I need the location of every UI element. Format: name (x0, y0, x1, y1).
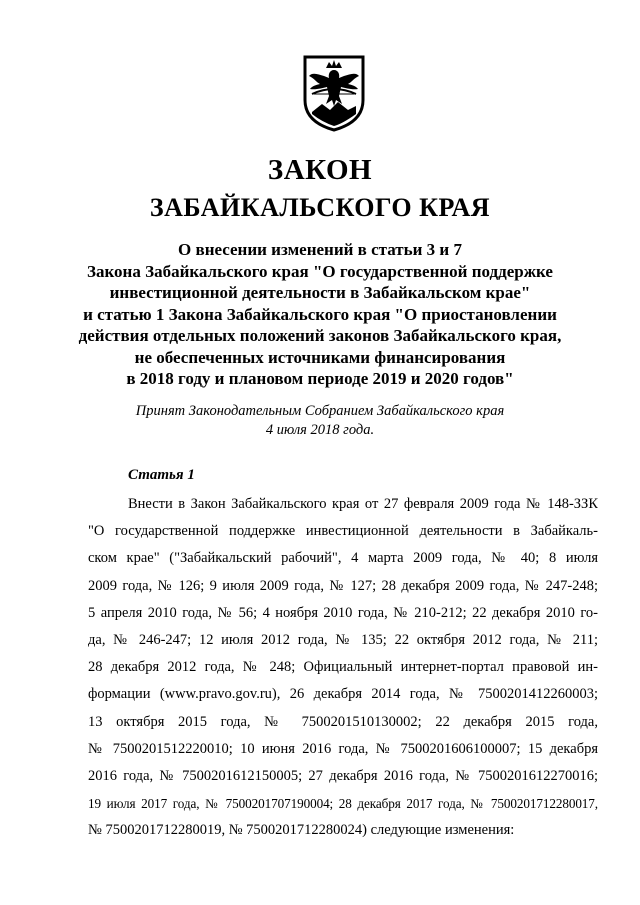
body-line: "О государственной поддержке инвестиционной деятельности в Забайкаль- (88, 523, 598, 540)
body-line: № 7500201712280019, № 7500201712280024) следующие изменения: (88, 822, 515, 839)
region-title: ЗАБАЙКАЛЬСКОГО КРАЯ (149, 193, 491, 222)
body-line: 2009 года, № 126; 9 июля 2009 года, № 127; 28 декабря 2009 года, № 247-248; (88, 577, 598, 594)
subject-line: действия отдельных положений законов Забайкальского края, (78, 326, 562, 345)
body-line: 19 июля 2017 года, № 7500201707190004; 28 декабря 2017 года, № 7500201712280017, (88, 796, 598, 812)
subject-line: Закона Забайкальского края "О государственной поддержке (87, 261, 553, 281)
law-subject (60, 239, 580, 390)
subject-line: не обеспеченных источниками финансирования (134, 347, 506, 367)
adoption-date: 4 июля 2018 года. (265, 422, 375, 438)
article-body (88, 491, 598, 844)
body-line: 5 апреля 2010 года, № 56; 4 ноября 2010 года, № 210-212; 22 декабря 2010 го- (88, 604, 598, 621)
body-line: № 7500201512220010; 10 июня 2016 года, № 7500201606100007; 15 декабря (88, 740, 598, 757)
subject-line: инвестиционной деятельности в Забайкальском крае" (109, 283, 531, 302)
subject-line: О внесении изменений в статьи 3 и 7 (178, 240, 462, 259)
subject-line: и статью 1 Закона Забайкальского края "О приостановлении (83, 304, 557, 324)
body-line: ском крае" ("Забайкальский рабочий", 4 марта 2009 года, № 40; 8 июля (88, 550, 598, 567)
coat-of-arms-icon (302, 54, 366, 132)
body-line: да, № 246-247; 12 июля 2012 года, № 135; 22 октября 2012 года, № 211; (88, 631, 598, 648)
law-title: ЗАКОН (267, 154, 373, 186)
body-line: формации (www.pravo.gov.ru), 26 декабря 2014 года, № 7500201412260003; (88, 686, 598, 703)
article-heading: Статья 1 (128, 467, 195, 483)
adoption-body: Принят Законодательным Собранием Забайкальского края (135, 403, 505, 419)
body-line: 13 октября 2015 года, № 7500201510130002; 22 декабря 2015 года, (88, 713, 598, 730)
subject-line: в 2018 году и плановом периоде 2019 и 2020 годов" (126, 369, 514, 388)
adoption-note (0, 402, 640, 440)
body-line: Внести в Закон Забайкальского края от 27 февраля 2009 года № 148-ЗЗК (128, 496, 598, 512)
body-line: 28 декабря 2012 года, № 248; Официальный интернет-портал правовой ин- (88, 659, 598, 676)
body-line: 2016 года, № 7500201612150005; 27 декабря 2016 года, № 7500201612270016; (88, 767, 598, 784)
